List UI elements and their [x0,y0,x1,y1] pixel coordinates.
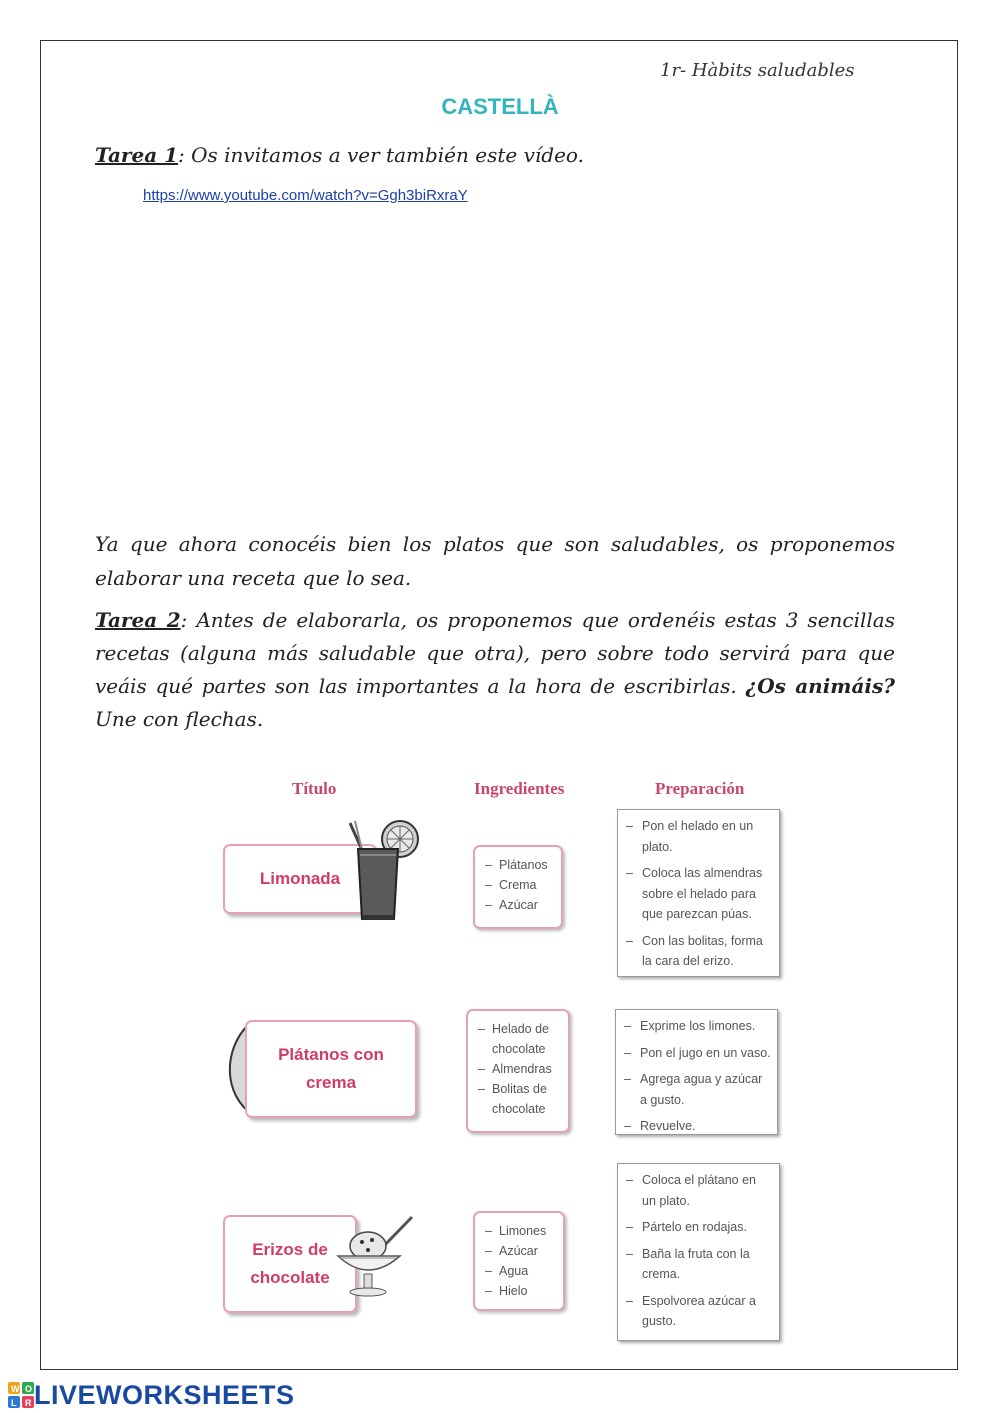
preparation-step: – Coloca el plátano en un plato. [626,1170,773,1211]
logo-text: LIVEWORKSHEETS [34,1379,295,1410]
task2-instruction: Une con flechas. [95,707,264,731]
preparation-step: – Pártelo en rodajas. [626,1217,773,1238]
ingredient-item: – Hielo [485,1281,557,1301]
preparation-step: – Coloca las almendras sobre el helado para que parezcan púas. [626,863,773,925]
preparation-box-2[interactable] [615,1009,778,1135]
svg-text:R: R [25,1398,32,1408]
page-subtitle: 1r- Hàbits saludables [660,60,855,81]
task2-question: ¿Os animáis? [745,674,895,698]
preparation-step: – Revuelve. [624,1116,771,1137]
logo-blocks-icon [8,1382,34,1408]
task1-text: : Os invitamos a ver también este vídeo. [178,143,584,167]
ingredient-item: – Crema [485,875,555,895]
svg-text:L: L [11,1398,17,1408]
ingredients-box-1[interactable] [473,845,563,929]
title-label: Erizos de chocolate [250,1240,330,1287]
preparation-step: – Pon el helado en un plato. [626,816,773,857]
ingredient-item: – Limones [485,1221,557,1241]
lemonade-glass-icon [340,815,425,925]
column-header-preparation: Preparación [655,779,745,798]
ingredient-item: – Helado de chocolate [478,1019,562,1059]
title-label: Plátanos con crema [278,1045,384,1092]
task1-line [95,143,584,167]
svg-text:W: W [11,1384,20,1394]
preparation-step: – Con las bolitas, forma la cara del erizo. [626,931,773,972]
title-box-platanos[interactable] [245,1020,417,1118]
preparation-step: – Pon el jugo en un vaso. [624,1043,771,1064]
preparation-box-1[interactable] [617,809,780,977]
liveworksheets-logo[interactable] [8,1380,295,1410]
ingredients-box-2[interactable] [466,1009,570,1133]
ingredients-box-3[interactable] [473,1211,565,1311]
preparation-step: – Espolvorea azúcar a gusto. [626,1291,773,1332]
column-header-title: Título [292,779,337,798]
ingredient-item: – Azúcar [485,895,555,915]
preparation-step: – Baña la fruta con la crema. [626,1244,773,1285]
page-title: CASTELLÀ [441,94,559,119]
ingredient-item: – Almendras [478,1059,562,1079]
preparation-box-3[interactable] [617,1163,780,1341]
task1-label: Tarea 1 [95,143,179,167]
title-label: Limonada [259,869,341,888]
preparation-step: – Exprime los limones. [624,1016,771,1037]
svg-text:O: O [25,1384,33,1394]
task2-text: : Antes de elaborarla, os proponemos que ordenéis estas 3 sencillas recetas (alguna más saludable que otra), pero sobre todo servirá para que veáis qué partes son las importantes a la hora de escribirlas. [95,608,895,698]
column-header-ingredients: Ingredientes [474,779,565,798]
intro-paragraph: Ya que ahora conocéis bien los platos que son saludables, os proponemos elaborar una receta que lo sea. [95,532,895,590]
preparation-step: – Agrega agua y azúcar a gusto. [624,1069,771,1110]
task2-paragraph [95,604,895,736]
ingredient-item: – Bolitas de chocolate [478,1079,562,1119]
ingredient-item: – Agua [485,1261,557,1281]
ice-cream-cup-icon [330,1212,420,1302]
video-link[interactable]: https://www.youtube.com/watch?v=Ggh3biRxraY [143,187,468,204]
ingredient-item: – Azúcar [485,1241,557,1261]
ingredient-item: – Plátanos [485,855,555,875]
task2-label: Tarea 2 [95,608,181,632]
